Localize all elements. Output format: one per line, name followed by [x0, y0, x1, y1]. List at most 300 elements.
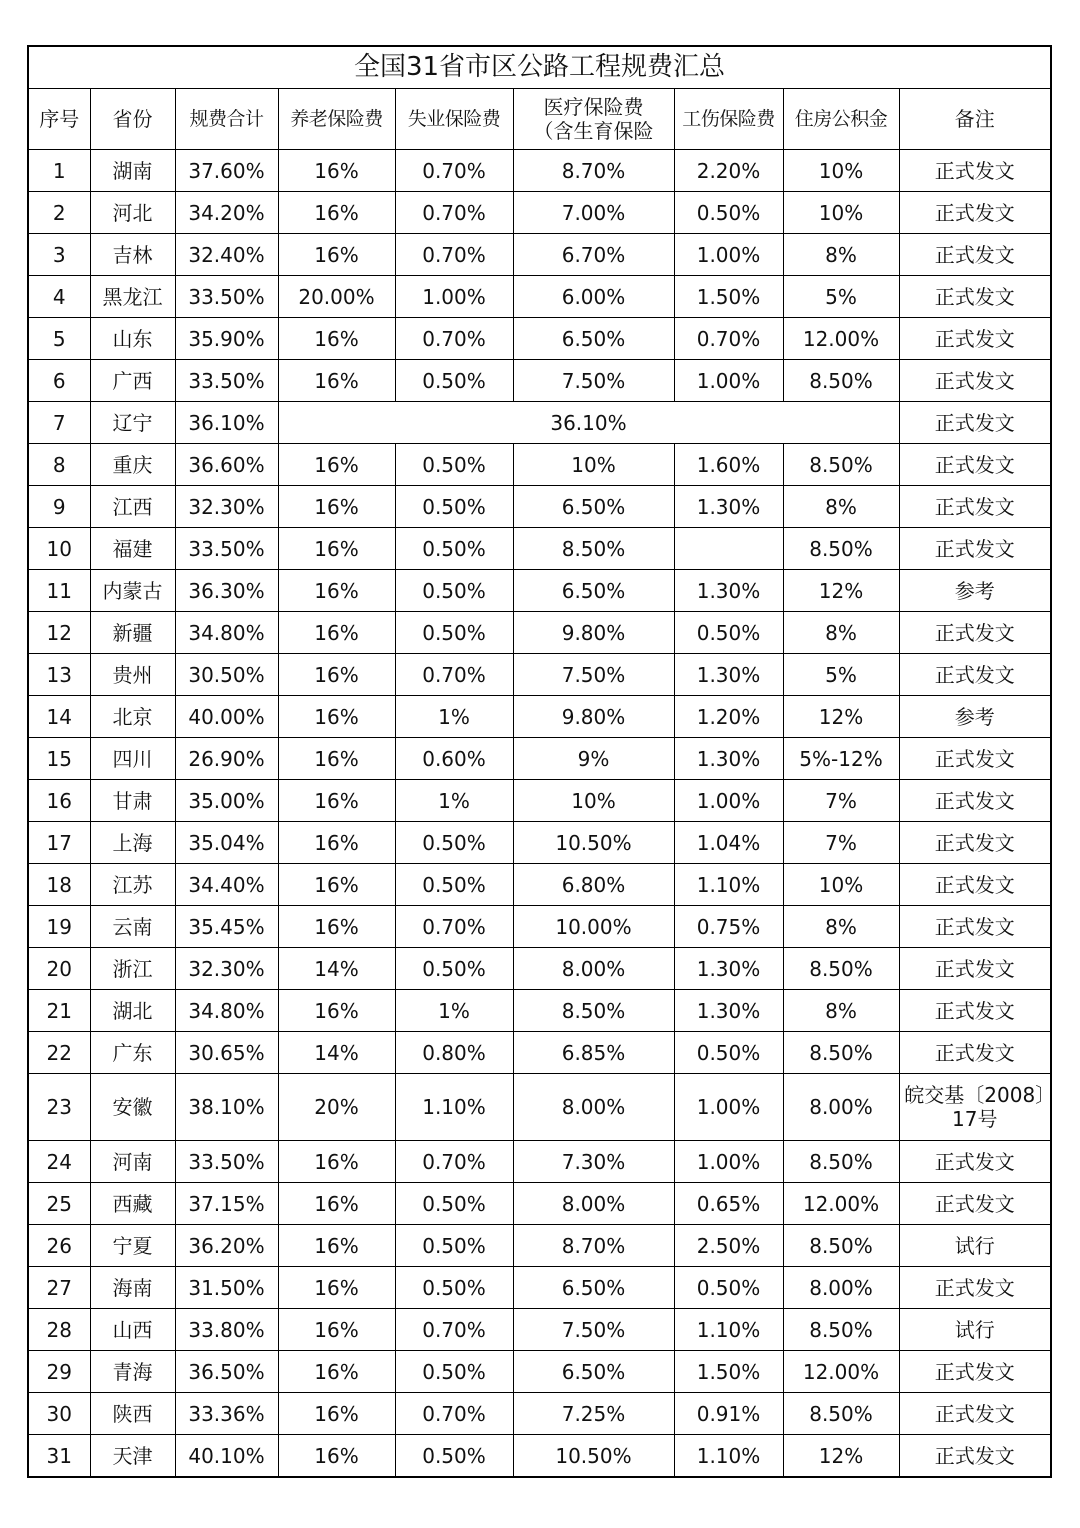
cell-medical: 9.80%	[513, 696, 674, 738]
cell-total: 36.30%	[175, 570, 278, 612]
cell-medical: 7.50%	[513, 654, 674, 696]
cell-medical: 6.85%	[513, 1032, 674, 1074]
cell-medical: 8.70%	[513, 150, 674, 192]
cell-unemployment: 0.50%	[395, 864, 513, 906]
cell-remark: 正式发文	[899, 948, 1051, 990]
cell-housing: 8.50%	[783, 1141, 899, 1183]
cell-province: 四川	[90, 738, 175, 780]
cell-housing: 12.00%	[783, 1351, 899, 1393]
cell-province: 天津	[90, 1435, 175, 1478]
cell-housing: 8.50%	[783, 444, 899, 486]
cell-unemployment: 1.00%	[395, 276, 513, 318]
cell-pension: 16%	[278, 612, 395, 654]
cell-remark: 正式发文	[899, 612, 1051, 654]
cell-no: 1	[28, 150, 90, 192]
cell-injury: 1.30%	[674, 570, 783, 612]
cell-province: 广东	[90, 1032, 175, 1074]
cell-remark: 正式发文	[899, 822, 1051, 864]
cell-housing: 10%	[783, 192, 899, 234]
cell-total: 34.80%	[175, 990, 278, 1032]
cell-pension: 16%	[278, 360, 395, 402]
cell-total: 38.10%	[175, 1074, 278, 1141]
cell-injury: 1.00%	[674, 360, 783, 402]
cell-total: 40.10%	[175, 1435, 278, 1478]
cell-unemployment: 0.50%	[395, 1225, 513, 1267]
cell-housing: 12%	[783, 1435, 899, 1478]
cell-no: 25	[28, 1183, 90, 1225]
table-row	[28, 906, 1051, 948]
table-row	[28, 1351, 1051, 1393]
table-row	[28, 192, 1051, 234]
cell-total: 33.50%	[175, 1141, 278, 1183]
cell-remark: 正式发文	[899, 780, 1051, 822]
cell-unemployment: 0.50%	[395, 1351, 513, 1393]
cell-pension: 16%	[278, 1435, 395, 1478]
cell-pension: 14%	[278, 948, 395, 990]
cell-housing: 8%	[783, 906, 899, 948]
cell-housing: 5%	[783, 654, 899, 696]
cell-pension: 16%	[278, 570, 395, 612]
cell-injury: 1.00%	[674, 780, 783, 822]
cell-medical: 7.30%	[513, 1141, 674, 1183]
cell-injury: 0.50%	[674, 1267, 783, 1309]
cell-remark: 正式发文	[899, 654, 1051, 696]
cell-no: 6	[28, 360, 90, 402]
cell-remark: 正式发文	[899, 1141, 1051, 1183]
cell-pension: 16%	[278, 444, 395, 486]
cell-medical: 8.70%	[513, 1225, 674, 1267]
cell-injury: 1.30%	[674, 948, 783, 990]
cell-no: 21	[28, 990, 90, 1032]
cell-pension: 16%	[278, 318, 395, 360]
table-row	[28, 780, 1051, 822]
cell-injury: 1.10%	[674, 1309, 783, 1351]
table-row	[28, 1074, 1051, 1141]
cell-no: 23	[28, 1074, 90, 1141]
cell-no: 29	[28, 1351, 90, 1393]
cell-remark: 正式发文	[899, 150, 1051, 192]
cell-no: 19	[28, 906, 90, 948]
cell-injury: 1.10%	[674, 1435, 783, 1478]
cell-total: 36.20%	[175, 1225, 278, 1267]
cell-unemployment: 0.50%	[395, 948, 513, 990]
cell-province: 辽宁	[90, 402, 175, 444]
cell-no: 20	[28, 948, 90, 990]
cell-unemployment: 1%	[395, 990, 513, 1032]
header-row	[28, 89, 1051, 150]
cell-injury: 0.91%	[674, 1393, 783, 1435]
table-row	[28, 1309, 1051, 1351]
cell-pension: 16%	[278, 864, 395, 906]
cell-unemployment: 0.70%	[395, 1141, 513, 1183]
cell-remark: 正式发文	[899, 990, 1051, 1032]
table-row	[28, 990, 1051, 1032]
cell-province: 安徽	[90, 1074, 175, 1141]
cell-no: 8	[28, 444, 90, 486]
cell-housing: 8.50%	[783, 1032, 899, 1074]
cell-medical: 8.00%	[513, 1183, 674, 1225]
cell-remark: 正式发文	[899, 906, 1051, 948]
table-row	[28, 1435, 1051, 1478]
cell-pension: 16%	[278, 1267, 395, 1309]
cell-remark: 正式发文	[899, 360, 1051, 402]
cell-pension: 16%	[278, 150, 395, 192]
table-row	[28, 696, 1051, 738]
cell-pension: 16%	[278, 1351, 395, 1393]
cell-unemployment: 1%	[395, 696, 513, 738]
cell-unemployment: 0.70%	[395, 654, 513, 696]
cell-total: 37.15%	[175, 1183, 278, 1225]
cell-total: 35.04%	[175, 822, 278, 864]
cell-injury: 1.00%	[674, 234, 783, 276]
cell-remark: 参考	[899, 570, 1051, 612]
cell-unemployment: 0.70%	[395, 318, 513, 360]
cell-medical: 6.50%	[513, 1351, 674, 1393]
cell-no: 4	[28, 276, 90, 318]
cell-housing: 8.00%	[783, 1074, 899, 1141]
cell-medical: 6.50%	[513, 486, 674, 528]
cell-pension: 16%	[278, 1183, 395, 1225]
cell-no: 10	[28, 528, 90, 570]
header-remark: 备注	[899, 89, 1051, 150]
cell-remark: 正式发文	[899, 192, 1051, 234]
cell-remark: 正式发文	[899, 1183, 1051, 1225]
table-row	[28, 738, 1051, 780]
cell-remark: 正式发文	[899, 738, 1051, 780]
cell-medical: 10%	[513, 780, 674, 822]
cell-province: 陕西	[90, 1393, 175, 1435]
table-row	[28, 612, 1051, 654]
cell-injury: 1.60%	[674, 444, 783, 486]
header-no: 序号	[28, 89, 90, 150]
cell-injury: 0.75%	[674, 906, 783, 948]
cell-unemployment: 0.50%	[395, 612, 513, 654]
fee-summary-table	[27, 45, 1052, 1478]
table-row	[28, 1267, 1051, 1309]
cell-medical: 10.50%	[513, 822, 674, 864]
cell-remark: 正式发文	[899, 528, 1051, 570]
header-housing: 住房公积金	[783, 89, 899, 150]
cell-no: 24	[28, 1141, 90, 1183]
cell-total: 30.50%	[175, 654, 278, 696]
cell-no: 14	[28, 696, 90, 738]
cell-no: 3	[28, 234, 90, 276]
cell-no: 26	[28, 1225, 90, 1267]
cell-no: 9	[28, 486, 90, 528]
cell-unemployment: 1.10%	[395, 1074, 513, 1141]
cell-province: 宁夏	[90, 1225, 175, 1267]
cell-housing: 12.00%	[783, 318, 899, 360]
cell-province: 广西	[90, 360, 175, 402]
cell-no: 11	[28, 570, 90, 612]
cell-housing: 8.50%	[783, 1309, 899, 1351]
cell-injury: 0.50%	[674, 612, 783, 654]
cell-total: 35.45%	[175, 906, 278, 948]
table-row	[28, 1032, 1051, 1074]
cell-total: 34.80%	[175, 612, 278, 654]
cell-total: 33.50%	[175, 276, 278, 318]
table-row	[28, 1141, 1051, 1183]
cell-province: 西藏	[90, 1183, 175, 1225]
cell-no: 27	[28, 1267, 90, 1309]
cell-medical: 6.50%	[513, 1267, 674, 1309]
cell-pension: 16%	[278, 822, 395, 864]
cell-housing: 7%	[783, 780, 899, 822]
cell-unemployment: 0.50%	[395, 1183, 513, 1225]
cell-no: 31	[28, 1435, 90, 1478]
cell-total: 40.00%	[175, 696, 278, 738]
cell-unemployment: 1%	[395, 780, 513, 822]
cell-total: 34.20%	[175, 192, 278, 234]
cell-housing: 8.50%	[783, 948, 899, 990]
cell-total: 35.00%	[175, 780, 278, 822]
cell-injury: 1.04%	[674, 822, 783, 864]
cell-housing: 12.00%	[783, 1183, 899, 1225]
cell-housing: 8.50%	[783, 1393, 899, 1435]
header-unemployment: 失业保险费	[395, 89, 513, 150]
cell-unemployment: 0.70%	[395, 1393, 513, 1435]
cell-medical: 8.00%	[513, 948, 674, 990]
cell-housing: 12%	[783, 696, 899, 738]
table-row	[28, 444, 1051, 486]
cell-pension: 16%	[278, 1393, 395, 1435]
cell-remark: 正式发文	[899, 402, 1051, 444]
cell-province: 云南	[90, 906, 175, 948]
cell-province: 湖南	[90, 150, 175, 192]
cell-pension: 16%	[278, 654, 395, 696]
cell-housing: 8.00%	[783, 1267, 899, 1309]
cell-pension: 16%	[278, 1309, 395, 1351]
cell-province: 青海	[90, 1351, 175, 1393]
cell-injury: 1.10%	[674, 864, 783, 906]
cell-province: 湖北	[90, 990, 175, 1032]
cell-housing: 8%	[783, 990, 899, 1032]
cell-province: 福建	[90, 528, 175, 570]
cell-medical: 7.25%	[513, 1393, 674, 1435]
cell-medical: 6.50%	[513, 570, 674, 612]
cell-unemployment: 0.60%	[395, 738, 513, 780]
cell-pension: 16%	[278, 528, 395, 570]
cell-no: 17	[28, 822, 90, 864]
header-medical	[513, 89, 674, 150]
cell-total: 30.65%	[175, 1032, 278, 1074]
header-medical-line1: 医疗保险费	[543, 95, 644, 119]
table-title: 全国31省市区公路工程规费汇总	[28, 46, 1051, 89]
cell-province: 贵州	[90, 654, 175, 696]
cell-unemployment: 0.50%	[395, 444, 513, 486]
header-pension: 养老保险费	[278, 89, 395, 150]
cell-medical: 8.50%	[513, 528, 674, 570]
cell-province: 上海	[90, 822, 175, 864]
cell-province: 甘肃	[90, 780, 175, 822]
cell-total: 26.90%	[175, 738, 278, 780]
cell-injury: 0.50%	[674, 1032, 783, 1074]
cell-no: 15	[28, 738, 90, 780]
cell-total: 36.10%	[175, 402, 278, 444]
cell-unemployment: 0.70%	[395, 234, 513, 276]
cell-remark: 参考	[899, 696, 1051, 738]
header-province: 省份	[90, 89, 175, 150]
cell-pension: 16%	[278, 1141, 395, 1183]
cell-injury: 0.70%	[674, 318, 783, 360]
cell-no: 16	[28, 780, 90, 822]
cell-housing: 8%	[783, 612, 899, 654]
cell-injury: 2.50%	[674, 1225, 783, 1267]
cell-total: 32.30%	[175, 948, 278, 990]
header-total: 规费合计	[175, 89, 278, 150]
cell-injury: 1.30%	[674, 990, 783, 1032]
header-medical-line2: （含生育保险	[533, 119, 654, 143]
cell-total: 33.50%	[175, 528, 278, 570]
cell-medical: 6.80%	[513, 864, 674, 906]
cell-remark: 正式发文	[899, 1393, 1051, 1435]
table-row	[28, 150, 1051, 192]
cell-remark: 试行	[899, 1309, 1051, 1351]
cell-pension: 14%	[278, 1032, 395, 1074]
cell-no: 18	[28, 864, 90, 906]
cell-medical: 10.00%	[513, 906, 674, 948]
cell-injury: 1.30%	[674, 486, 783, 528]
cell-total: 33.50%	[175, 360, 278, 402]
table-row	[28, 234, 1051, 276]
cell-housing: 8%	[783, 234, 899, 276]
cell-total: 32.30%	[175, 486, 278, 528]
cell-housing: 10%	[783, 864, 899, 906]
cell-remark: 正式发文	[899, 1351, 1051, 1393]
cell-province: 新疆	[90, 612, 175, 654]
cell-province: 江苏	[90, 864, 175, 906]
cell-medical: 9.80%	[513, 612, 674, 654]
cell-no: 12	[28, 612, 90, 654]
cell-unemployment: 0.70%	[395, 192, 513, 234]
cell-total: 31.50%	[175, 1267, 278, 1309]
cell-housing: 5%	[783, 276, 899, 318]
table-row	[28, 654, 1051, 696]
cell-medical: 7.50%	[513, 360, 674, 402]
cell-total: 35.90%	[175, 318, 278, 360]
cell-remark: 正式发文	[899, 1435, 1051, 1478]
cell-housing: 10%	[783, 150, 899, 192]
cell-unemployment: 0.50%	[395, 528, 513, 570]
cell-total: 33.80%	[175, 1309, 278, 1351]
cell-injury: 1.20%	[674, 696, 783, 738]
table-row	[28, 486, 1051, 528]
cell-total: 36.60%	[175, 444, 278, 486]
cell-unemployment: 0.50%	[395, 486, 513, 528]
cell-pension: 20.00%	[278, 276, 395, 318]
cell-housing: 8.50%	[783, 1225, 899, 1267]
cell-no: 2	[28, 192, 90, 234]
cell-province: 海南	[90, 1267, 175, 1309]
cell-remark: 正式发文	[899, 276, 1051, 318]
table-row	[28, 822, 1051, 864]
cell-medical: 6.50%	[513, 318, 674, 360]
table-row	[28, 1393, 1051, 1435]
cell-unemployment: 0.50%	[395, 360, 513, 402]
cell-remark: 正式发文	[899, 1032, 1051, 1074]
cell-medical: 9%	[513, 738, 674, 780]
cell-medical: 6.00%	[513, 276, 674, 318]
cell-medical: 8.00%	[513, 1074, 674, 1141]
cell-unemployment: 0.50%	[395, 570, 513, 612]
cell-total: 37.60%	[175, 150, 278, 192]
cell-remark: 正式发文	[899, 318, 1051, 360]
cell-no: 5	[28, 318, 90, 360]
cell-injury: 0.65%	[674, 1183, 783, 1225]
cell-remark: 正式发文	[899, 1267, 1051, 1309]
table-row	[28, 1183, 1051, 1225]
cell-unemployment: 0.50%	[395, 822, 513, 864]
table-row	[28, 402, 1051, 444]
cell-injury: 2.20%	[674, 150, 783, 192]
cell-total: 32.40%	[175, 234, 278, 276]
cell-housing: 8.50%	[783, 528, 899, 570]
table-row	[28, 528, 1051, 570]
cell-housing: 7%	[783, 822, 899, 864]
header-injury: 工伤保险费	[674, 89, 783, 150]
cell-merged: 36.10%	[278, 402, 899, 444]
cell-injury: 1.30%	[674, 654, 783, 696]
cell-unemployment: 0.70%	[395, 1309, 513, 1351]
table-row	[28, 570, 1051, 612]
cell-total: 33.36%	[175, 1393, 278, 1435]
cell-no: 22	[28, 1032, 90, 1074]
cell-pension: 16%	[278, 234, 395, 276]
table-row	[28, 948, 1051, 990]
table-row	[28, 360, 1051, 402]
cell-remark: 正式发文	[899, 486, 1051, 528]
cell-remark: 皖交基〔2008〕17号	[899, 1074, 1051, 1141]
cell-province: 江西	[90, 486, 175, 528]
cell-province: 河北	[90, 192, 175, 234]
cell-unemployment: 0.50%	[395, 1435, 513, 1478]
cell-medical: 8.50%	[513, 990, 674, 1032]
cell-injury: 1.50%	[674, 1351, 783, 1393]
table-row	[28, 1225, 1051, 1267]
table-row	[28, 276, 1051, 318]
cell-unemployment: 0.70%	[395, 150, 513, 192]
cell-province: 内蒙古	[90, 570, 175, 612]
cell-province: 山西	[90, 1309, 175, 1351]
cell-injury: 1.00%	[674, 1074, 783, 1141]
cell-province: 黑龙江	[90, 276, 175, 318]
cell-no: 7	[28, 402, 90, 444]
cell-medical: 6.70%	[513, 234, 674, 276]
cell-unemployment: 0.80%	[395, 1032, 513, 1074]
cell-unemployment: 0.50%	[395, 1267, 513, 1309]
cell-pension: 16%	[278, 192, 395, 234]
table-row	[28, 318, 1051, 360]
cell-remark: 试行	[899, 1225, 1051, 1267]
cell-no: 28	[28, 1309, 90, 1351]
cell-pension: 16%	[278, 696, 395, 738]
cell-pension: 16%	[278, 486, 395, 528]
cell-total: 34.40%	[175, 864, 278, 906]
cell-remark: 正式发文	[899, 444, 1051, 486]
cell-housing: 8%	[783, 486, 899, 528]
cell-province: 吉林	[90, 234, 175, 276]
cell-pension: 16%	[278, 1225, 395, 1267]
cell-medical: 7.00%	[513, 192, 674, 234]
cell-remark: 正式发文	[899, 234, 1051, 276]
cell-medical: 7.50%	[513, 1309, 674, 1351]
cell-no: 13	[28, 654, 90, 696]
cell-pension: 16%	[278, 906, 395, 948]
cell-pension: 16%	[278, 990, 395, 1032]
cell-injury	[674, 528, 783, 570]
cell-remark: 正式发文	[899, 864, 1051, 906]
title-row	[28, 46, 1051, 89]
